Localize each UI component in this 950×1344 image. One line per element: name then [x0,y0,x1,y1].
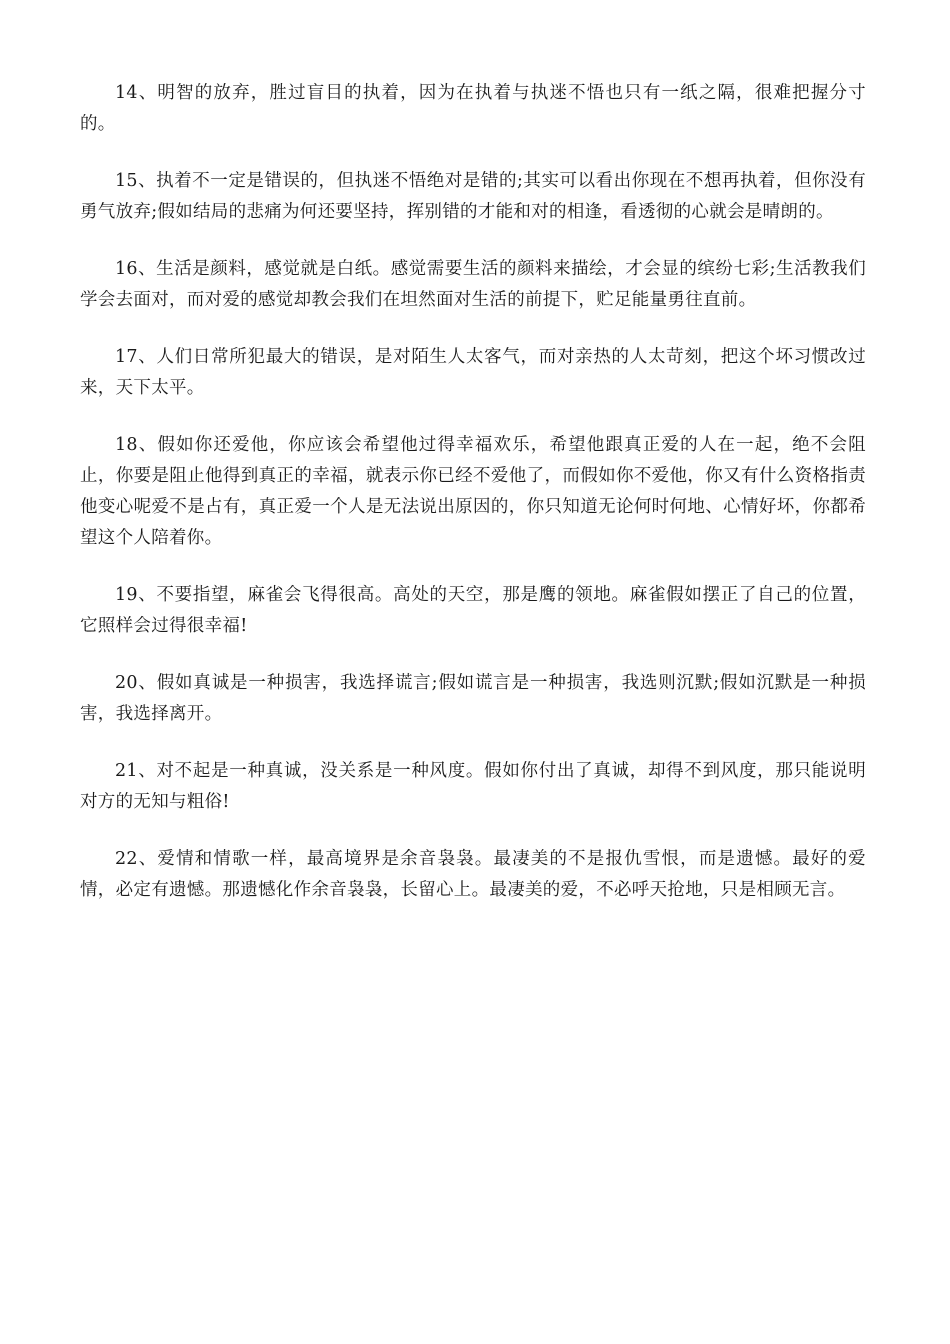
paragraph-18: 18、假如你还爱他，你应该会希望他过得幸福欢乐，希望他跟真正爱的人在一起，绝不会阻止，你要是阻止他得到真正的幸福，就表示你已经不爱他了，而假如你不爱他，你又有什么资格指责他变心呢爱不是占有，真正爱一个人是无法说出原因的，你只知道无论何时何地、心情好坏，你都希望这个人陪着你。 [80,435,866,548]
paragraph-20: 20、假如真诚是一种损害，我选择谎言;假如谎言是一种损害，我选则沉默;假如沉默是一种损害，我选择离开。 [80,673,866,724]
paragraph-21: 21、对不起是一种真诚，没关系是一种风度。假如你付出了真诚，却得不到风度，那只能说明对方的无知与粗俗! [80,761,866,812]
paragraph-14: 14、明智的放弃，胜过盲目的执着，因为在执着与执迷不悟也只有一纸之隔，很难把握分寸的。 [80,83,866,134]
document-body [80,78,866,932]
paragraph-15: 15、执着不一定是错误的，但执迷不悟绝对是错的;其实可以看出你现在不想再执着，但你没有勇气放弃;假如结局的悲痛为何还要坚持，挥别错的才能和对的相逢，看透彻的心就会是晴朗的。 [80,171,866,222]
paragraph-22: 22、爱情和情歌一样，最高境界是余音袅袅。最凄美的不是报仇雪恨，而是遗憾。最好的爱情，必定有遗憾。那遗憾化作余音袅袅，长留心上。最凄美的爱，不必呼天抢地，只是相顾无言。 [80,849,866,900]
paragraph-16: 16、生活是颜料，感觉就是白纸。感觉需要生活的颜料来描绘，才会显的缤纷七彩;生活教我们学会去面对，而对爱的感觉却教会我们在坦然面对生活的前提下，贮足能量勇往直前。 [80,259,866,310]
paragraph-19: 19、不要指望，麻雀会飞得很高。高处的天空，那是鹰的领地。麻雀假如摆正了自己的位置，它照样会过得很幸福! [80,585,866,636]
paragraph-17: 17、人们日常所犯最大的错误，是对陌生人太客气，而对亲热的人太苛刻，把这个坏习惯改过来，天下太平。 [80,347,866,398]
